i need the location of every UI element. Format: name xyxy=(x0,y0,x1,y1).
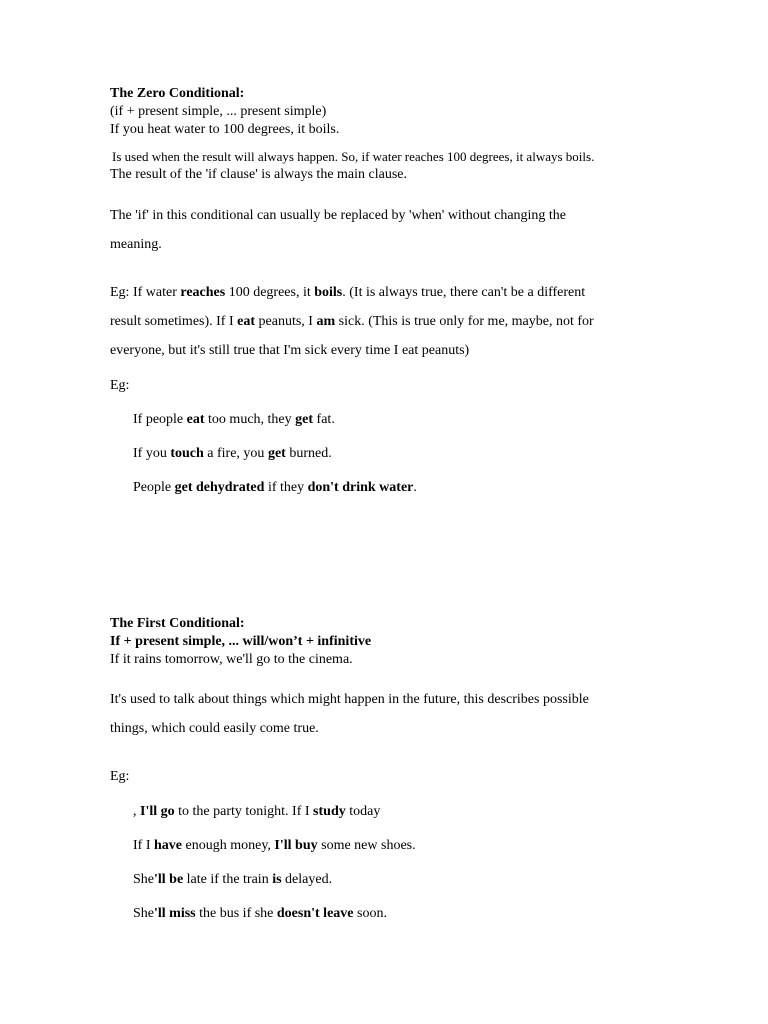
zero-eg-label: Eg: xyxy=(110,378,130,393)
first-conditional-formula: If + present simple, ... will/won’t + infinitive xyxy=(110,634,372,649)
zero-example-1: If people eat too much, they get fat. xyxy=(133,412,335,427)
zero-explanation-line-3: everyone, but it's still true that I'm sick every time I eat peanuts) xyxy=(110,343,470,358)
zero-when-line-1: The 'if' in this conditional can usually be replaced by 'when' without changing the xyxy=(110,208,567,223)
first-example-1: , I'll go to the party tonight. If I study today xyxy=(133,804,381,819)
zero-example-2: If you touch a fire, you get burned. xyxy=(133,446,332,461)
first-conditional-example: If it rains tomorrow, we'll go to the cinema. xyxy=(110,652,353,667)
zero-conditional-result-line: The result of the 'if clause' is always the main clause. xyxy=(110,167,408,182)
zero-conditional-formula: (if + present simple, ... present simple) xyxy=(110,104,327,119)
zero-example-3: People get dehydrated if they don't drink water. xyxy=(133,480,417,495)
zero-conditional-example: If you heat water to 100 degrees, it boils. xyxy=(110,122,340,137)
zero-conditional-usage: Is used when the result will always happen. So, if water reaches 100 degrees, it always boils. xyxy=(112,149,595,164)
first-conditional-title: The First Conditional: xyxy=(110,616,245,631)
first-example-3: She'll be late if the train is delayed. xyxy=(133,872,333,887)
zero-explanation-line-1: Eg: If water reaches 100 degrees, it boils. (It is always true, there can't be a different xyxy=(110,285,586,300)
first-example-2: If I have enough money, I'll buy some new shoes. xyxy=(133,838,416,853)
first-example-4: She'll miss the bus if she doesn't leave soon. xyxy=(133,906,387,921)
first-eg-label: Eg: xyxy=(110,769,130,784)
zero-explanation-line-2: result sometimes). If I eat peanuts, I am sick. (This is true only for me, maybe, not for xyxy=(110,314,594,329)
first-usage-line-1: It's used to talk about things which might happen in the future, this describes possible xyxy=(110,692,589,707)
zero-when-line-2: meaning. xyxy=(110,237,162,252)
zero-conditional-title: The Zero Conditional: xyxy=(110,86,245,101)
first-usage-line-2: things, which could easily come true. xyxy=(110,721,319,736)
